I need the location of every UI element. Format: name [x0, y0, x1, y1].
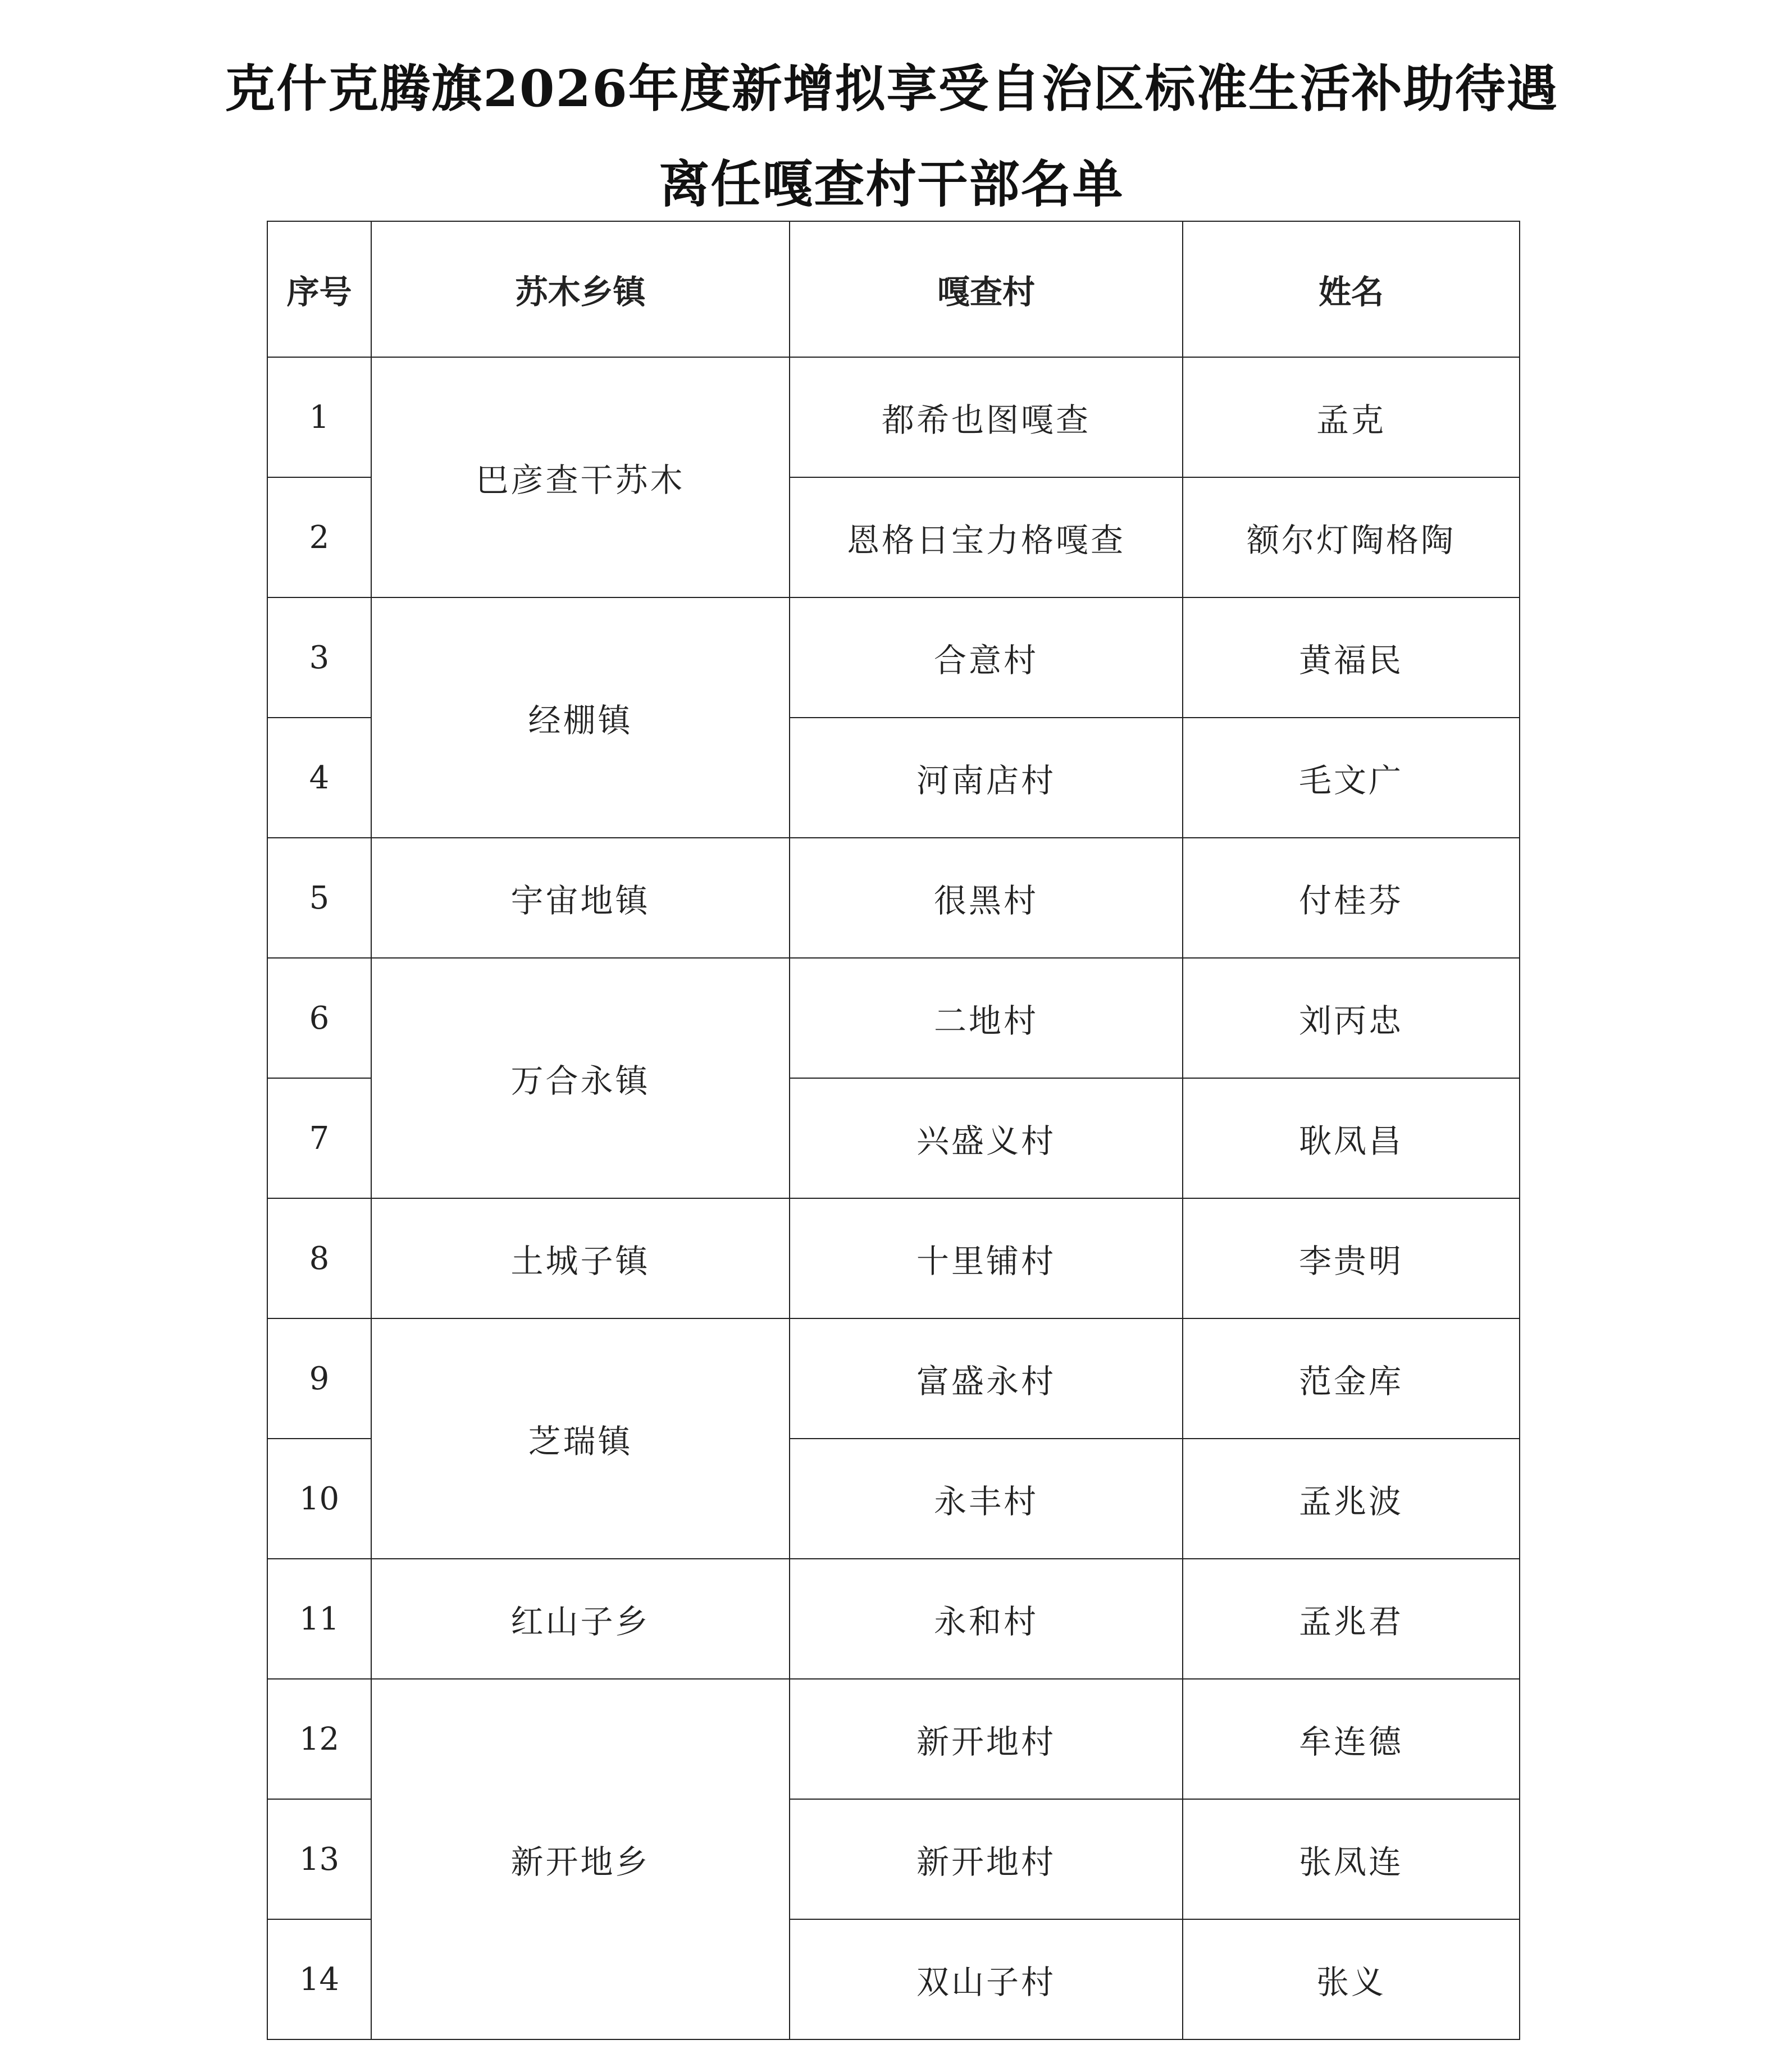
cell-name: 张义 — [1183, 1919, 1520, 2039]
cell-name: 李贵明 — [1183, 1198, 1520, 1318]
cell-name: 牟连德 — [1183, 1679, 1520, 1799]
table-row — [267, 597, 1520, 718]
cell-name: 毛文广 — [1183, 718, 1520, 838]
cell-serial-number: 6 — [267, 958, 371, 1078]
cell-village: 兴盛义村 — [790, 1078, 1183, 1198]
cell-serial-number: 2 — [267, 477, 371, 597]
cell-village: 十里铺村 — [790, 1198, 1183, 1318]
header-village: 嘎查村 — [790, 221, 1183, 357]
cell-serial-number: 7 — [267, 1078, 371, 1198]
cell-township: 土城子镇 — [371, 1198, 790, 1318]
cell-village: 新开地村 — [790, 1679, 1183, 1799]
cell-township: 芝瑞镇 — [371, 1318, 790, 1559]
cell-name: 孟兆波 — [1183, 1439, 1520, 1559]
table-row — [267, 357, 1520, 477]
cell-village: 恩格日宝力格嘎查 — [790, 477, 1183, 597]
document-title-line-1: 克什克腾旗2026年度新增拟享受自治区标准生活补助待遇 — [225, 59, 1558, 118]
cell-township: 万合永镇 — [371, 958, 790, 1198]
table-row — [267, 1559, 1520, 1679]
table-body — [267, 357, 1520, 2039]
cell-name: 刘丙忠 — [1183, 958, 1520, 1078]
cell-township: 经棚镇 — [371, 597, 790, 838]
cell-village: 都希也图嘎查 — [790, 357, 1183, 477]
header-name: 姓名 — [1183, 221, 1520, 357]
cell-serial-number: 8 — [267, 1198, 371, 1318]
table-row — [267, 1318, 1520, 1439]
header-township: 苏木乡镇 — [371, 221, 790, 357]
table-row — [267, 958, 1520, 1078]
cell-name: 耿凤昌 — [1183, 1078, 1520, 1198]
cadre-list-table — [267, 221, 1520, 2040]
cell-village: 永和村 — [790, 1559, 1183, 1679]
cell-serial-number: 1 — [267, 357, 371, 477]
cell-name: 额尔灯陶格陶 — [1183, 477, 1520, 597]
cell-serial-number: 3 — [267, 597, 371, 718]
cell-township: 红山子乡 — [371, 1559, 790, 1679]
cell-township: 新开地乡 — [371, 1679, 790, 2039]
table-row — [267, 1198, 1520, 1318]
cell-name: 孟兆君 — [1183, 1559, 1520, 1679]
cell-village: 永丰村 — [790, 1439, 1183, 1559]
cell-serial-number: 11 — [267, 1559, 371, 1679]
cell-name: 范金库 — [1183, 1318, 1520, 1439]
table-row — [267, 1679, 1520, 1799]
cell-village: 二地村 — [790, 958, 1183, 1078]
header-serial-number: 序号 — [267, 221, 371, 357]
cell-serial-number: 4 — [267, 718, 371, 838]
cell-village: 富盛永村 — [790, 1318, 1183, 1439]
cell-village: 双山子村 — [790, 1919, 1183, 2039]
cell-name: 付桂芬 — [1183, 838, 1520, 958]
cell-village: 新开地村 — [790, 1799, 1183, 1919]
cell-name: 黄福民 — [1183, 597, 1520, 718]
cell-serial-number: 12 — [267, 1679, 371, 1799]
cell-village: 河南店村 — [790, 718, 1183, 838]
table-row — [267, 838, 1520, 958]
cell-village: 合意村 — [790, 597, 1183, 718]
cell-township: 宇宙地镇 — [371, 838, 790, 958]
cell-serial-number: 5 — [267, 838, 371, 958]
cell-serial-number: 14 — [267, 1919, 371, 2039]
cell-township: 巴彦查干苏木 — [371, 357, 790, 597]
cell-serial-number: 10 — [267, 1439, 371, 1559]
cell-serial-number: 9 — [267, 1318, 371, 1439]
cell-name: 张凤连 — [1183, 1799, 1520, 1919]
cell-serial-number: 13 — [267, 1799, 371, 1919]
cell-name: 孟克 — [1183, 357, 1520, 477]
cell-village: 很黑村 — [790, 838, 1183, 958]
table-header-row — [267, 221, 1520, 357]
document-title-line-2: 离任嘎查村干部名单 — [659, 154, 1124, 214]
